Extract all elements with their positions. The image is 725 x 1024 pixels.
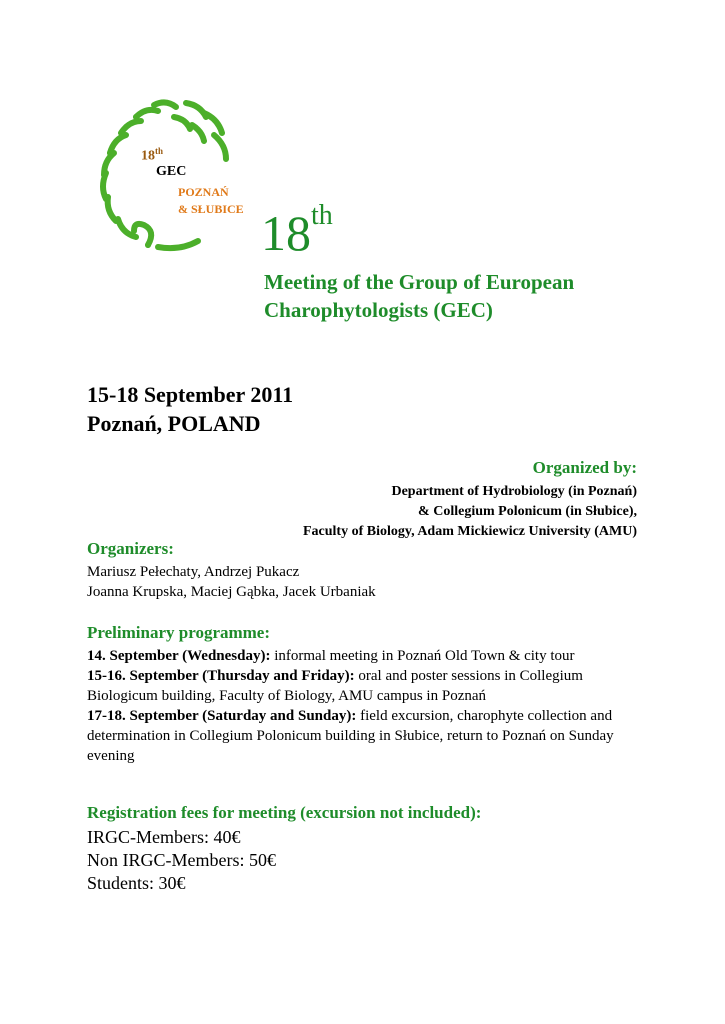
programme-item-text: oral and poster sessions in Collegium Biologicum building, Faculty of Biology, AMU campus in Poznań [87,668,583,704]
organized-by-line: Department of Hydrobiology (in Poznań) [391,484,637,499]
programme-item-text: informal meeting in Poznań Old Town & city tour [270,648,575,664]
programme-item-date: 14. September (Wednesday): [87,648,271,664]
programme-title: Preliminary programme: [87,623,271,642]
organizers-line: Mariusz Pełechaty, Andrzej Pukacz [87,564,300,580]
fees-list [87,826,276,895]
programme-item-text: field excursion, charophyte collection and determination in Collegium Polonicum building in Słubice, return to Poznań on Sunday evening [87,708,614,764]
event-dates: 15-18 September 2011 [87,382,294,407]
programme-item [87,666,647,706]
programme-list [87,646,647,766]
organizers-title: Organizers: [87,539,174,558]
logo-number: 18th [141,146,164,164]
programme-item [87,706,647,766]
fee-line: Non IRGC-Members: 50€ [87,850,276,870]
fees-title: Registration fees for meeting (excursion not included): [87,803,482,822]
logo-gec: GEC [156,164,187,179]
edition-number: 18th [261,200,333,261]
organizers-line: Joanna Krupska, Maciej Gąbka, Jacek Urbaniak [87,584,376,600]
gec-logo [96,95,266,260]
organized-by-title: Organized by: [532,458,637,477]
fee-line: IRGC-Members: 40€ [87,827,241,847]
organized-by-line: Faculty of Biology, Adam Mickiewicz University (AMU) [302,524,637,539]
meeting-title-line-2: Charophytologists (GEC) [264,298,493,322]
organized-by-line: & Collegium Polonicum (in Słubice), [418,504,637,519]
meeting-title-line-1: Meeting of the Group of European [264,270,575,294]
fee-line: Students: 30€ [87,873,186,893]
programme-item-date: 15-16. September (Thursday and Friday): [87,668,355,684]
organizers-list [87,562,647,602]
programme-item-date: 17-18. September (Saturday and Sunday): [87,708,357,724]
event-info [87,380,293,438]
event-place: Poznań, POLAND [87,411,261,436]
logo-city-slubice: & SŁUBICE [178,202,244,216]
programme-item [87,646,647,666]
logo-city-poznan: POZNAŃ [178,185,229,199]
meeting-title [264,268,704,324]
organized-by-list [303,482,637,542]
